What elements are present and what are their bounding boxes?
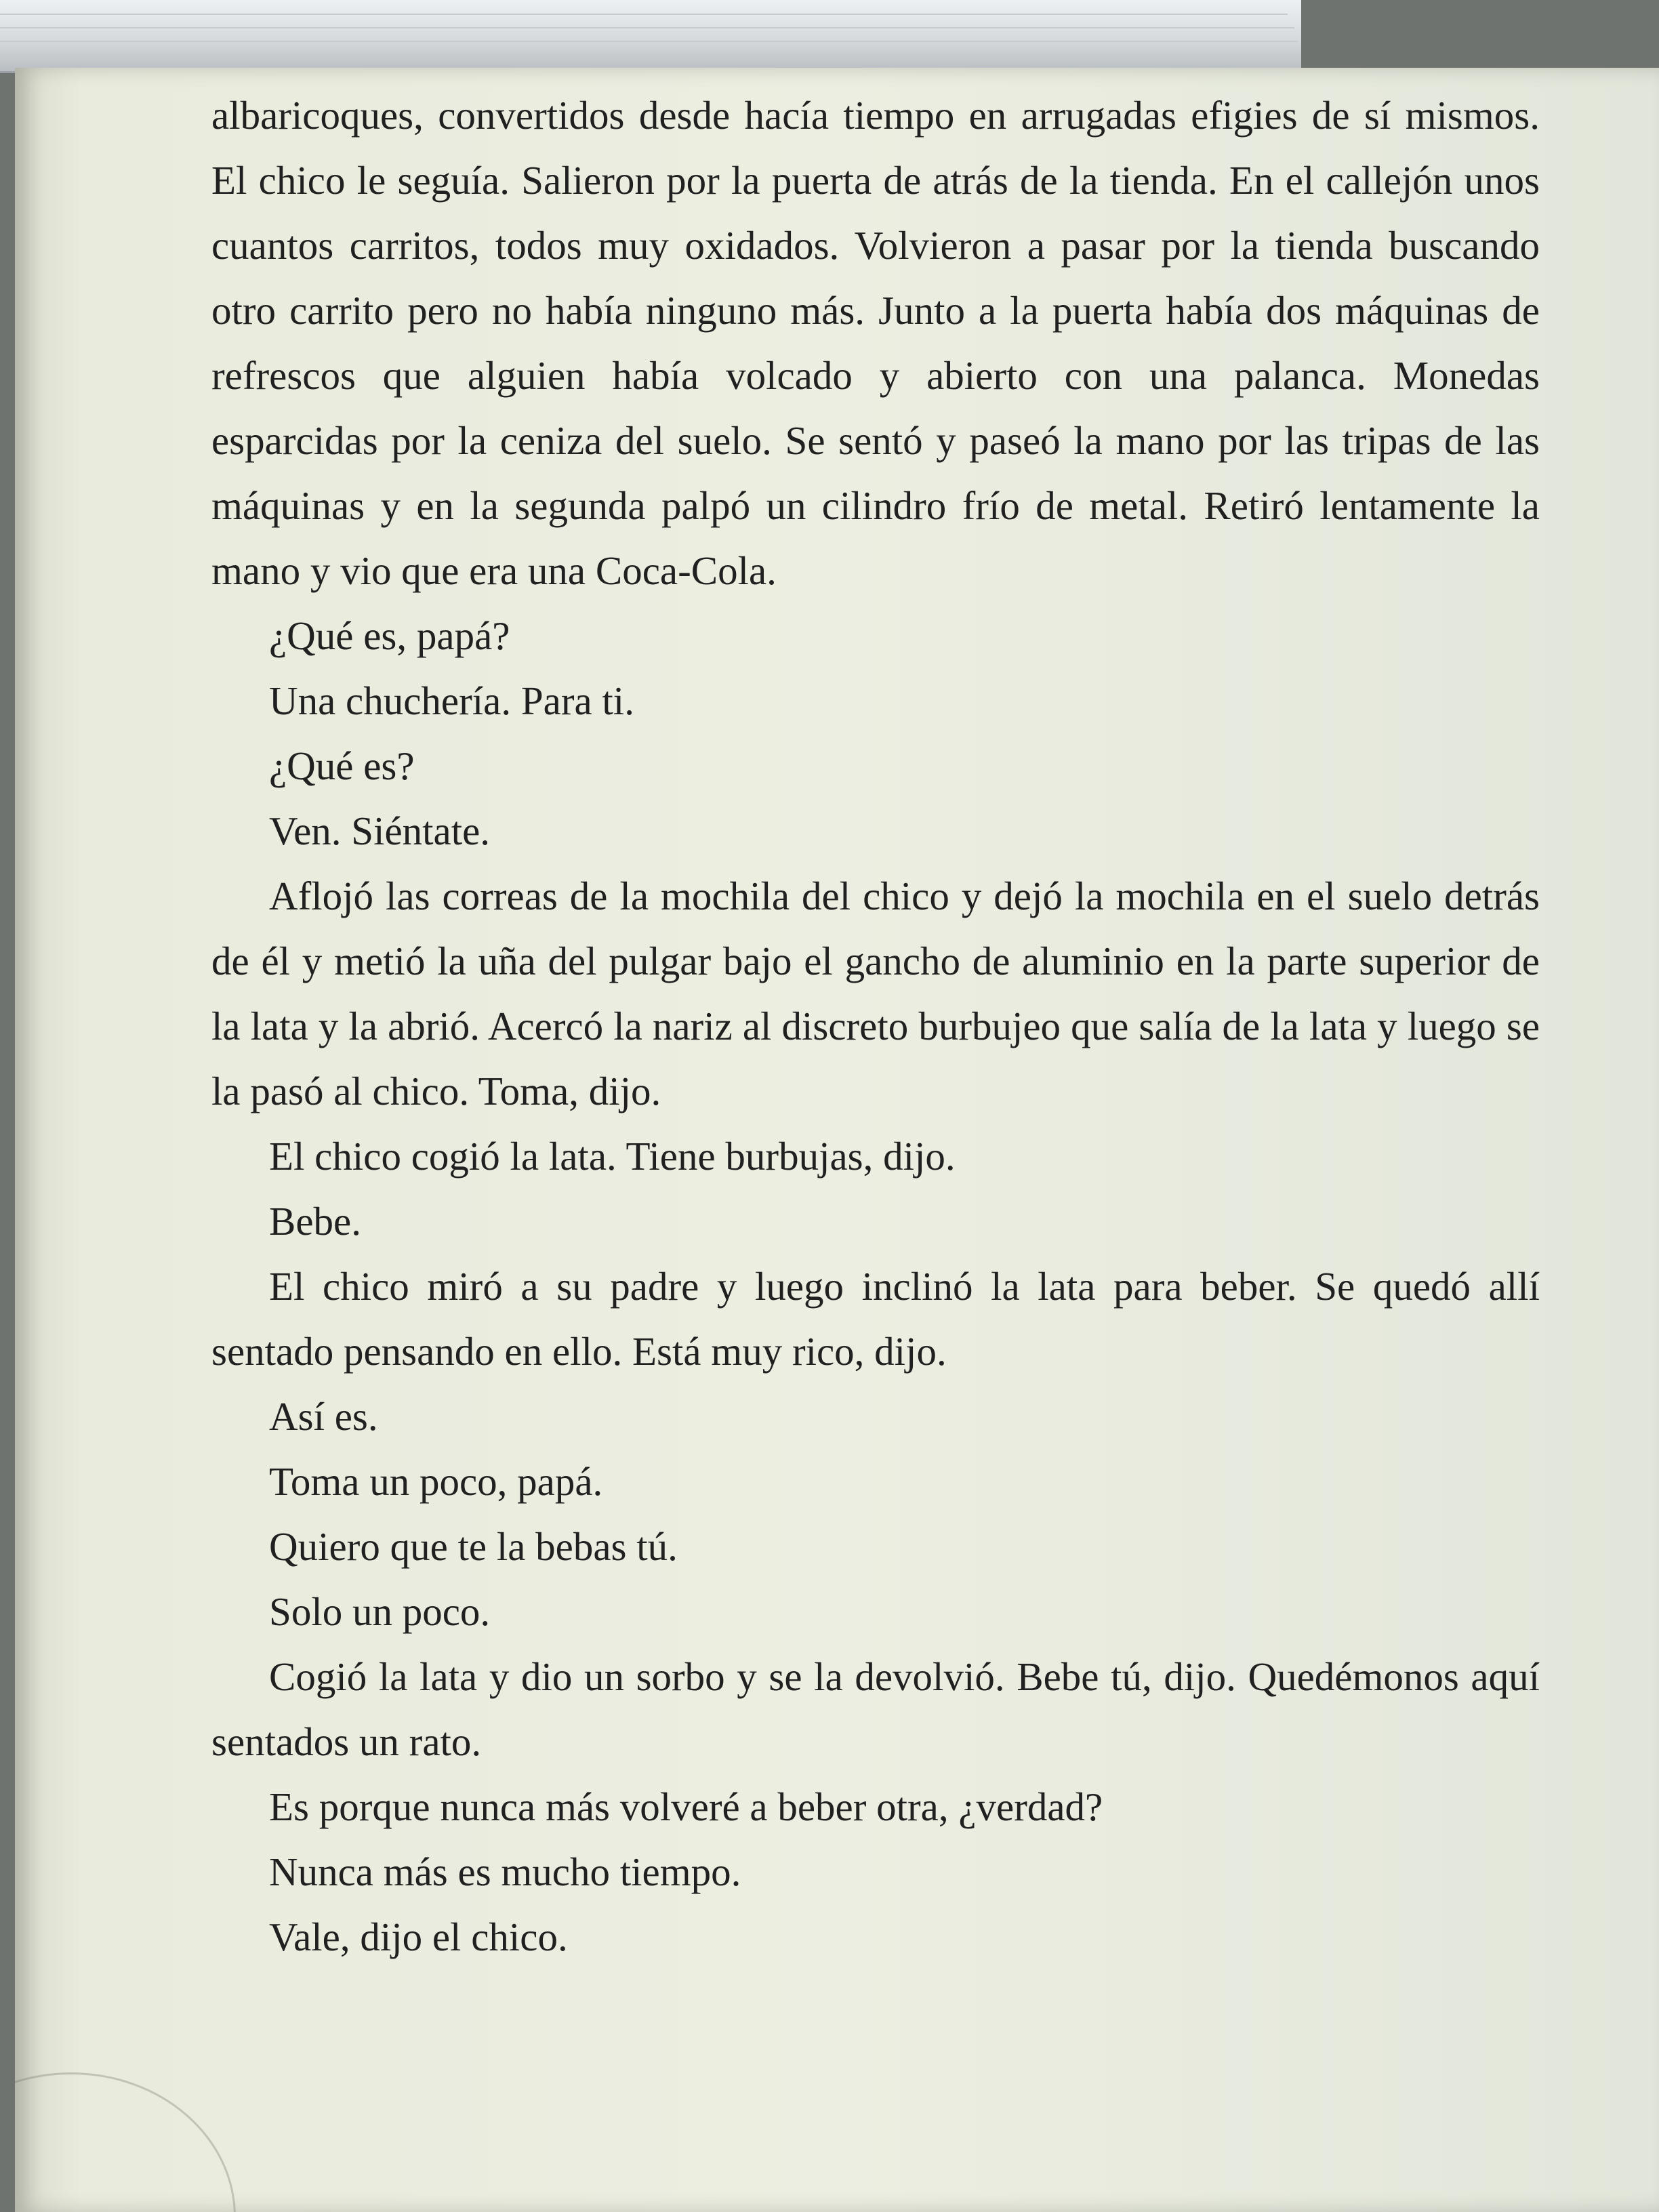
narrative-paragraph: Cogió la lata y dio un sorbo y se la devolvió. Bebe tú, dijo. Quedémonos aquí sentados un rato.: [211, 1654, 1540, 1764]
page-edge-line: [0, 41, 1298, 42]
dialogue-line: ¿Qué es, papá?: [269, 613, 510, 658]
dialogue-line: Nunca más es mucho tiempo.: [269, 1849, 741, 1894]
page-edge-line: [0, 14, 1288, 15]
narrative-paragraph: Aflojó las correas de la mochila del chico y dejó la mochila en el suelo detrás de él y metió la uña del pulgar bajo el gancho de aluminio en la parte superior de la lata y la abrió. Acercó la nariz al discreto burbujeo que salía de la lata y luego se la pasó al chico. Toma, dijo.: [211, 874, 1540, 1113]
narrative-paragraph: El chico miró a su padre y luego inclinó la lata para beber. Se quedó allí sentado pensando en ello. Está muy rico, dijo.: [211, 1264, 1540, 1374]
dialogue-line: Toma un poco, papá.: [269, 1459, 603, 1504]
dialogue-line: El chico cogió la lata. Tiene burbujas, dijo.: [269, 1134, 956, 1179]
dialogue-line: Solo un poco.: [269, 1589, 491, 1634]
page-text: [211, 83, 1540, 1969]
dialogue-line: Una chuchería. Para ti.: [269, 678, 634, 723]
page-edge-line: [0, 54, 1300, 56]
dialogue-line: Bebe.: [269, 1199, 361, 1244]
page-stack-edge: [0, 0, 1301, 73]
dialogue-line: Quiero que te la bebas tú.: [269, 1524, 678, 1569]
page-edge-line: [0, 27, 1294, 28]
dialogue-line: ¿Qué es?: [269, 743, 415, 788]
page-curl-shadow: [15, 2072, 236, 2212]
book-page: [15, 68, 1659, 2212]
narrative-paragraph: albaricoques, convertidos desde hacía tiempo en arrugadas efigies de sí mismos. El chico le seguía. Salieron por la puerta de atrás de la tienda. En el callejón unos cuantos carritos, todos muy oxidados. Volvieron a pasar por la tienda buscando otro carrito pero no había ninguno más. Junto a la puerta había dos máquinas de refrescos que alguien había volcado y abierto con una palanca. Monedas esparcidas por la ceniza del suelo. Se sentó y paseó la mano por las tripas de las máquinas y en la segunda palpó un cilindro frío de metal. Retiró lentamente la mano y vio que era una Coca-Cola.: [211, 93, 1540, 593]
dialogue-line: Vale, dijo el chico.: [269, 1914, 568, 1959]
dialogue-line: Ven. Siéntate.: [269, 808, 491, 853]
dialogue-line: Es porque nunca más volveré a beber otra, ¿verdad?: [269, 1784, 1103, 1829]
dialogue-line: Así es.: [269, 1394, 378, 1439]
